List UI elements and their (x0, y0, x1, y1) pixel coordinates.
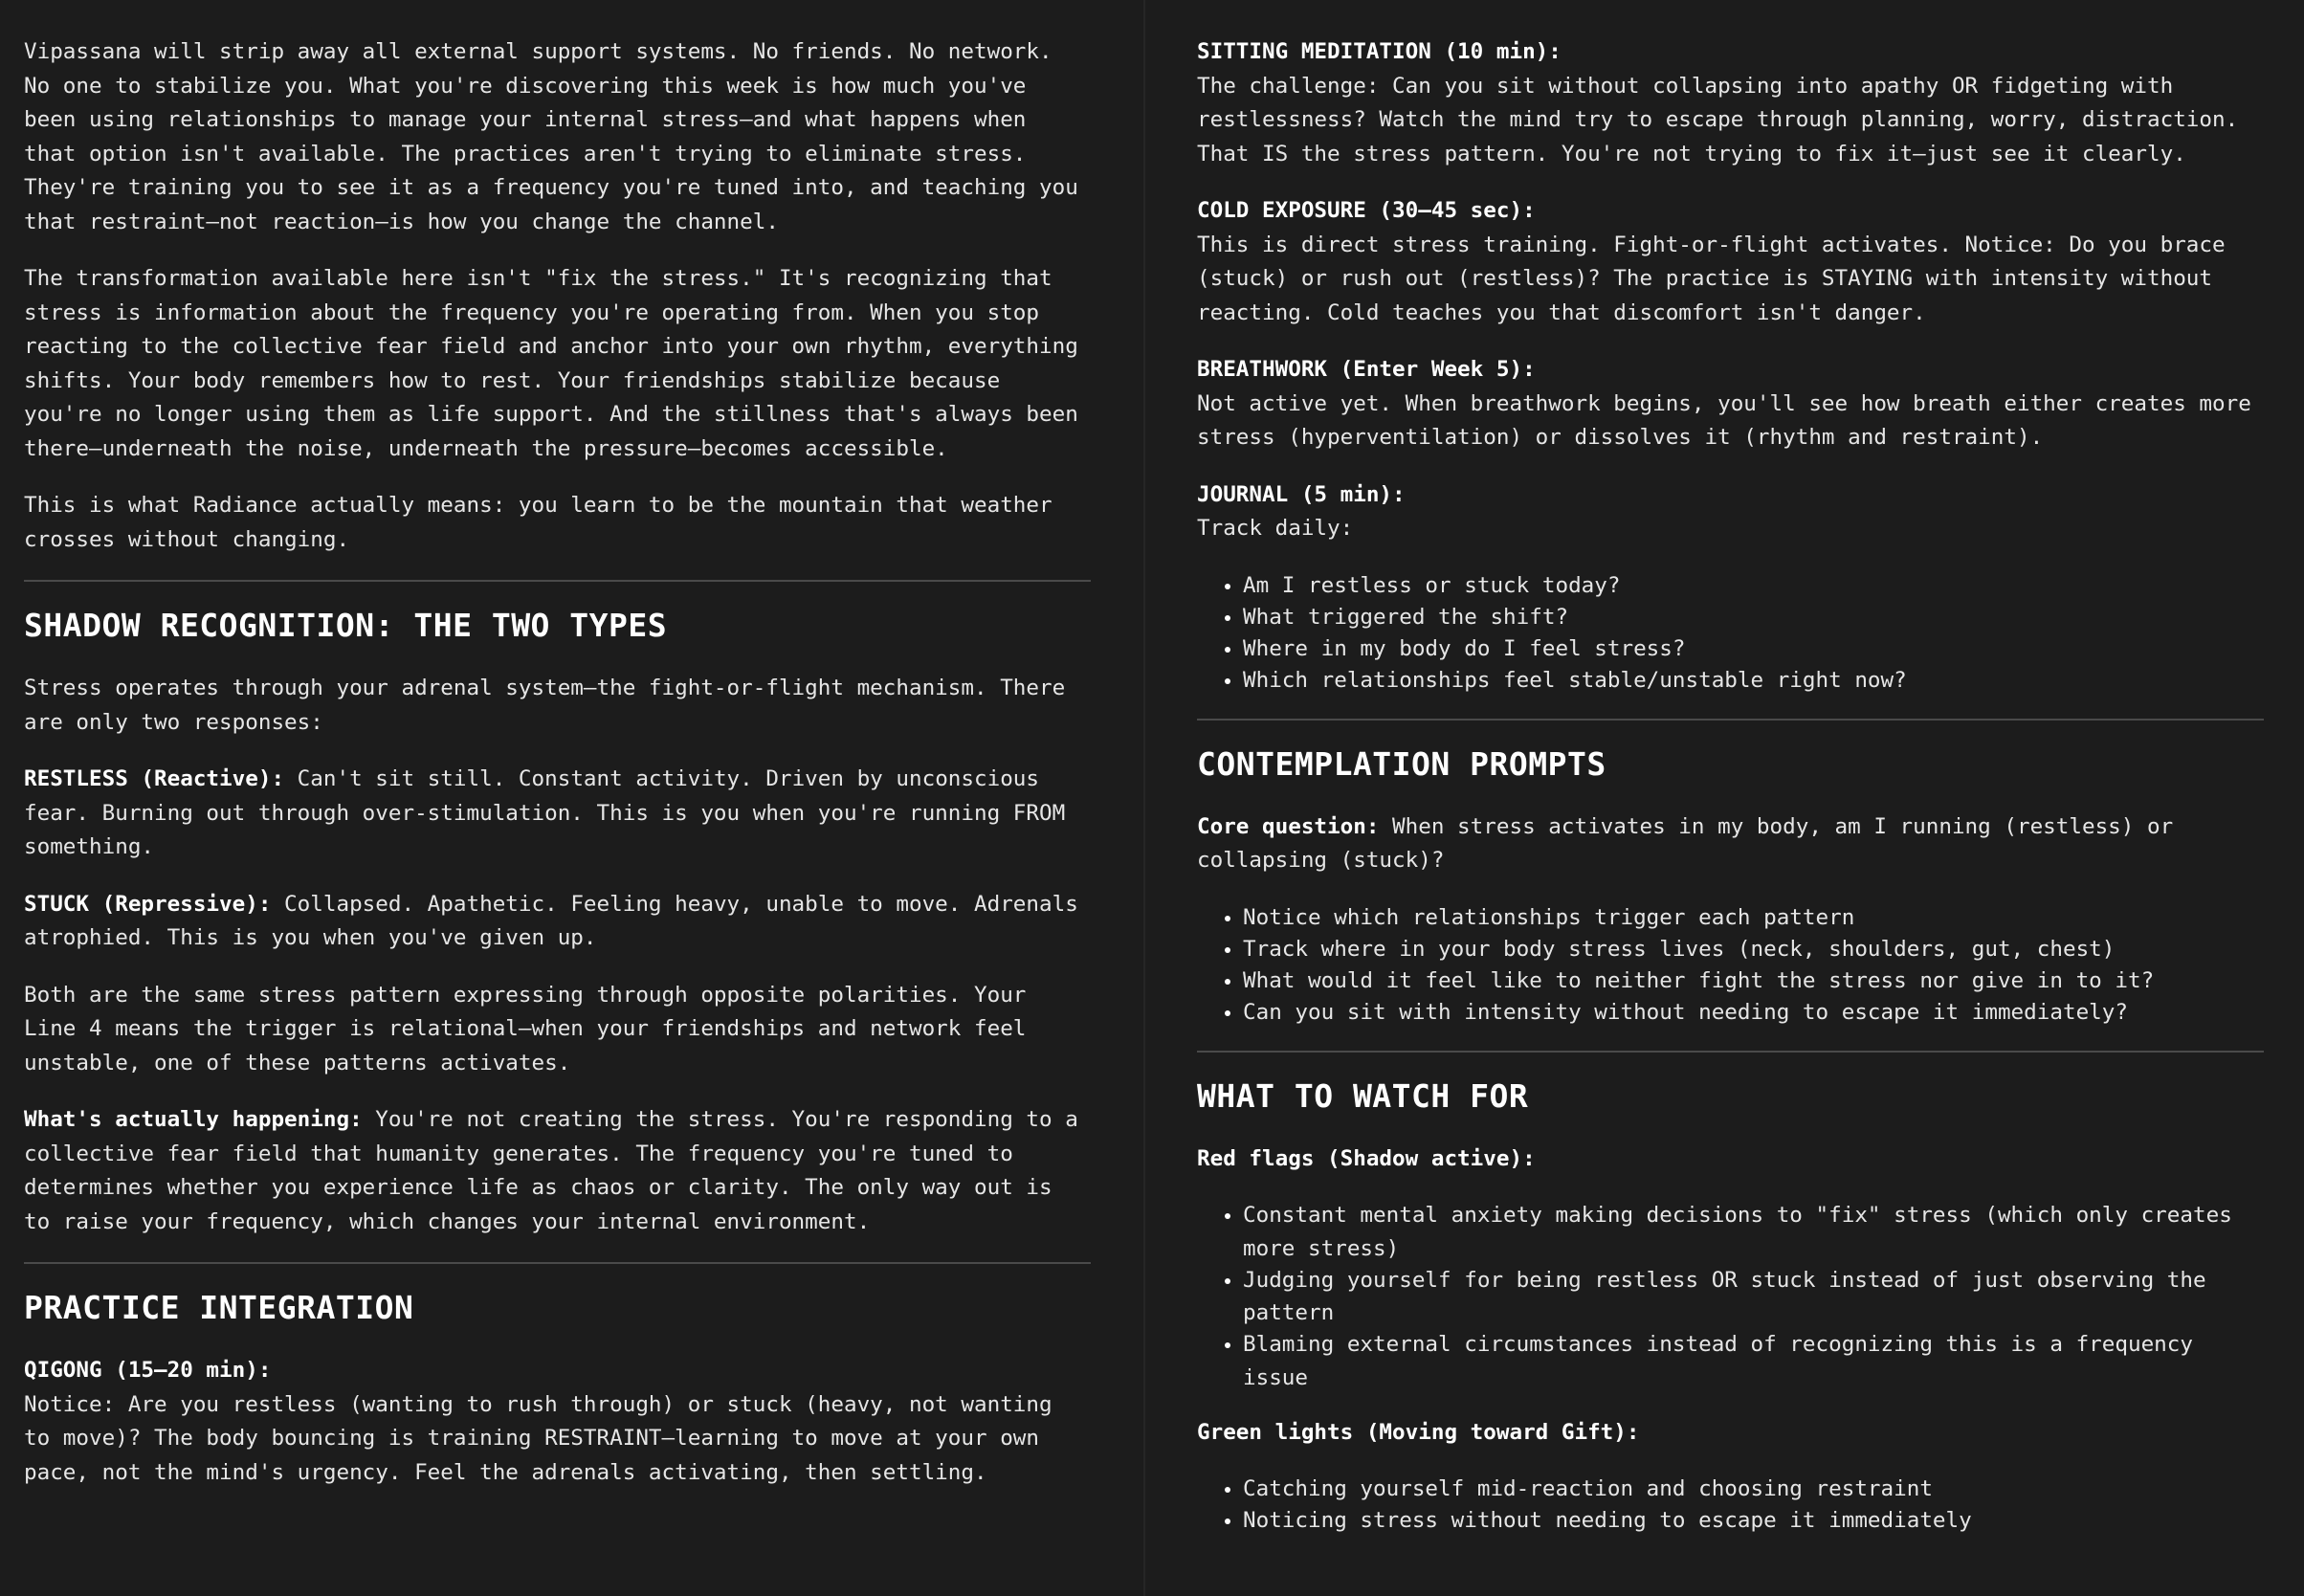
sitting-label: SITTING MEDITATION (10 min): (1197, 39, 1562, 64)
shadow-heading: SHADOW RECOGNITION: THE TWO TYPES (24, 607, 668, 644)
contemplation-list (1197, 901, 2264, 1030)
list-item: • Which relationships feel stable/unstable right now? (1243, 664, 2264, 698)
breath-paragraph (1197, 353, 2264, 455)
restless-label: RESTLESS (Reactive): (24, 766, 285, 791)
list-item: • Blaming external circumstances instead of recognizing this is a frequency issue (1243, 1328, 2264, 1394)
section-divider (24, 1262, 1091, 1264)
actual-paragraph (24, 1103, 1091, 1239)
practice-heading: PRACTICE INTEGRATION (24, 1289, 414, 1326)
breath-label: BREATHWORK (Enter Week 5): (1197, 357, 1536, 382)
list-item: • Where in my body do I feel stress? (1243, 632, 2264, 666)
column-divider (1143, 0, 1145, 1596)
restless-paragraph (24, 763, 1091, 865)
sitting-text: The challenge: Can you sit without collapsing into apathy OR fidgeting with restlessness? Watch the mind try to escape through planning, worry, distraction. That IS the stress pattern. You're not trying to fix it—just see it clearly. (1197, 73, 2239, 166)
stuck-label: STUCK (Repressive): (24, 891, 272, 917)
actual-label: What's actually happening: (24, 1107, 363, 1132)
qigong-paragraph (24, 1354, 1091, 1490)
intro-paragraph: Vipassana will strip away all external support systems. No friends. No network. No one to stabilize you. What you're discovering this week is how much you've been using relationships to manage your internal stress—and what happens when that option isn't available. The practices aren't trying to eliminate stress. They're training you to see it as a frequency you're tuned into, and teaching you that restraint—not reaction—is how you change the channel. (24, 39, 1078, 234)
core-question-label: Core question: (1197, 813, 1380, 839)
green-lights-list (1197, 1473, 2264, 1538)
list-item: • Notice which relationships trigger each pattern (1243, 901, 2264, 935)
section-divider (24, 580, 1091, 582)
section-divider (1197, 1051, 2264, 1053)
core-question-paragraph (1197, 810, 2264, 878)
list-item: • Judging yourself for being restless OR stuck instead of just observing the pattern (1243, 1264, 2264, 1330)
stuck-paragraph (24, 888, 1091, 956)
journal-label: JOURNAL (5 min): (1197, 481, 1406, 507)
sitting-paragraph (1197, 35, 2264, 171)
core-question-text: When stress activates in my body, am I running (restless) or collapsing (stuck)? (1197, 813, 2174, 873)
journal-text: Track daily: (1197, 516, 1354, 541)
qigong-label: QIGONG (15–20 min): (24, 1358, 272, 1383)
right-column (1197, 35, 2264, 1596)
restless-text: Can't sit still. Constant activity. Driven by unconscious fear. Burning out through over-stimulation. This is you when you're running FROM something. (24, 766, 1066, 859)
section-divider (1197, 719, 2264, 720)
red-flags-list (1197, 1199, 2264, 1394)
green-lights-label: Green lights (Moving toward Gift): (1197, 1419, 1640, 1445)
qigong-text: Notice: Are you restless (wanting to rush through) or stuck (heavy, not wanting to move)? The body bouncing is training RESTRAINT—learning to move at your own pace, not the mind's urgency. Feel the adrenals activating, then settling. (24, 1391, 1052, 1485)
list-item: • Constant mental anxiety making decisions to "fix" stress (which only creates more stress) (1243, 1199, 2264, 1265)
cold-label: COLD EXPOSURE (30–45 sec): (1197, 198, 1536, 223)
red-flags-label: Red flags (Shadow active): (1197, 1145, 1536, 1171)
both-paragraph: Both are the same stress pattern expressing through opposite polarities. Your Line 4 means the trigger is relational—when your friendships and network feel unstable, one of these patterns activates. (24, 982, 1027, 1075)
intro-paragraph: This is what Radiance actually means: you learn to be the mountain that weather crosses without changing. (24, 493, 1052, 552)
cold-paragraph (1197, 194, 2264, 330)
list-item: • What would it feel like to neither fight the stress nor give in to it? (1243, 964, 2264, 998)
left-column (24, 35, 1091, 1596)
breath-text: Not active yet. When breathwork begins, you'll see how breath either creates more stress (hyperventilation) or dissolves it (rhythm and restraint). (1197, 390, 2251, 450)
intro-paragraph: The transformation available here isn't "fix the stress." It's recognizing that stress is information about the frequency you're operating from. When you stop reacting to the collective fear field and anchor into your own rhythm, everything shifts. Your body remembers how to rest. Your friendships stabilize because you're no longer using them as life support. And the stillness that's always been there—underneath the noise, underneath the pressure—becomes accessible. (24, 266, 1078, 461)
contemplation-heading: CONTEMPLATION PROMPTS (1197, 744, 1606, 783)
list-item: • Am I restless or stuck today? (1243, 569, 2264, 603)
journal-paragraph (1197, 478, 2264, 546)
list-item: • Track where in your body stress lives (neck, shoulders, gut, chest) (1243, 933, 2264, 966)
list-item: • What triggered the shift? (1243, 601, 2264, 634)
cold-text: This is direct stress training. Fight-or-flight activates. Notice: Do you brace (stuck) or rush out (restless)? The practice is STAYING with intensity without reacting. Cold teaches you that discomfort isn't danger. (1197, 232, 2226, 325)
list-item: • Catching yourself mid-reaction and choosing restraint (1243, 1473, 2264, 1506)
list-item: • Noticing stress without needing to escape it immediately (1243, 1504, 2264, 1538)
stuck-text: Collapsed. Apathetic. Feeling heavy, unable to move. Adrenals atrophied. This is you when you've given up. (24, 891, 1078, 950)
journal-list (1197, 569, 2264, 698)
shadow-intro: Stress operates through your adrenal system—the fight-or-flight mechanism. There are only two responses: (24, 676, 1066, 735)
list-item: • Can you sit with intensity without needing to escape it immediately? (1243, 996, 2264, 1030)
actual-text: You're not creating the stress. You're responding to a collective fear field that humanity generates. The frequency you're tuned to determines whether you experience life as chaos or clarity. The only way out is to raise your frequency, which changes your internal environment. (24, 1107, 1078, 1234)
watch-heading: WHAT TO WATCH FOR (1197, 1076, 1529, 1115)
